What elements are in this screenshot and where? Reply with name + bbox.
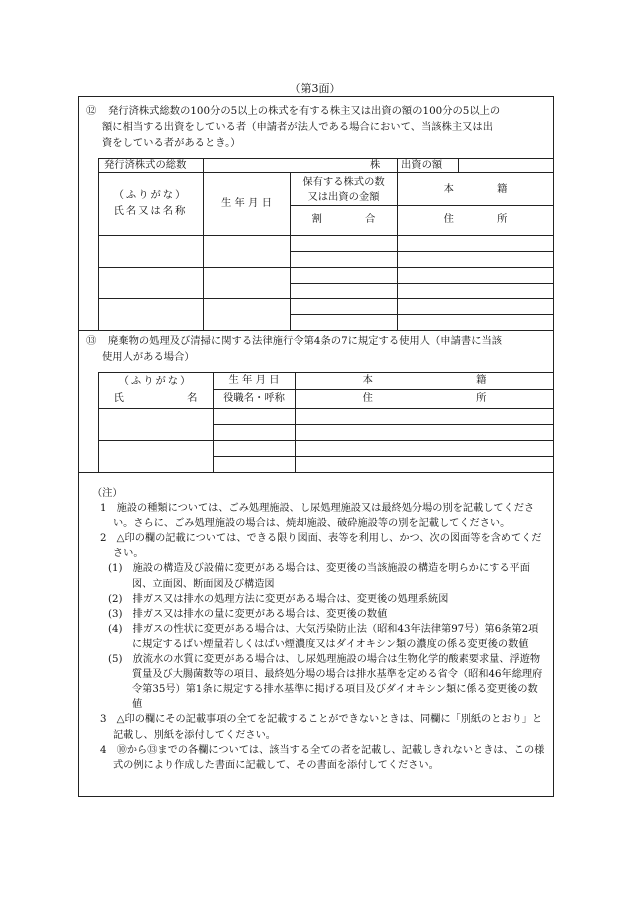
held-shares-line1: 保有する株式の数 [302, 176, 385, 188]
furigana-label: （ふりがな） [113, 189, 188, 201]
section-13-text-line1: 廃棄物の処理及び清掃に関する法律施行令第4条の7に規定する使用人（申請書に当該 [108, 335, 503, 347]
capital-amount-label: 出資の額 [401, 159, 443, 171]
notes-heading: （注） [92, 488, 123, 499]
section-12-text-line1: 発行済株式総数の100分の5以上の株式を有する株主又は出資の額の100分の5以上の [108, 105, 501, 117]
shares-unit: 株 [370, 159, 381, 171]
note-2-2: (2) 排ガス又は排水の処理方法に変更がある場合は、変更後の処理系統図 [108, 593, 449, 605]
note-2: 2 △印の欄の記載については、できる限り図面、表等を利用し、かつ、次の図面等を含めてください。 [100, 533, 542, 560]
note-1: 1 施設の種類については、ごみ処理施設、し尿処理施設又は最終処分場の別を記載してください。さらに、ごみ処理施設の場合は、焼却施設、破砕施設等の別を記載してください。 [100, 503, 535, 530]
employee-birthdate-label: 生 年 月 日 [228, 374, 280, 386]
held-shares-line2: 又は出資の金額 [307, 191, 380, 203]
section-12-text-line2: 額に相当する出資をしている者（申請者が法人である場合において、当該株主又は出 [102, 121, 494, 133]
section-divider [78, 330, 554, 331]
address-label: 住 所 [443, 213, 508, 225]
notes-divider [78, 472, 554, 473]
notes-section [92, 486, 547, 773]
employee-domicile-label: 本 籍 [362, 374, 487, 386]
note-2-1: (1) 施設の構造及び設備に変更がある場合は、変更後の当該施設の構造を明らかにする平面図、立面図、断面図及び構造図 [108, 563, 530, 590]
section-12-marker: ⑫ [86, 105, 97, 117]
employee-name-label: 氏 名 [113, 392, 198, 404]
page-number: （第3面） [289, 82, 341, 95]
note-2-5: (5) 放流水の水質に変更がある場合は、し尿処理施設の場合は生物化学的酸素要求量、浮遊物質量及び大腸菌数等の項目、最終処分場の場合は排水基準を定める省令（昭和46年総理府令第35号）第1条に規定する排水基準に掲げる項目及びダイオキシン類に係る変更後の数値 [108, 654, 543, 711]
total-shares-label: 発行済株式の総数 [104, 159, 187, 171]
note-3: 3 △印の欄にその記載事項の全てを記載することができないときは、同欄に「別紙のとおり」と記載し、別紙を添付してください。 [100, 714, 543, 741]
section-12-text-line3: 資をしている者があるとき。） [102, 137, 241, 149]
section-13-marker: ⑬ [86, 335, 97, 347]
note-2-4: (4) 排ガスの性状に変更がある場合は、大気汚染防止法（昭和43年法律第97号）第6条第2項に規定するばい煙量若しくはばい煙濃度又はダイオキシン類の濃度の係る変更後の数値 [108, 623, 539, 650]
section-13-text-line2: 使用人がある場合） [102, 351, 195, 363]
employee-furigana-label: （ふりがな） [118, 375, 193, 387]
ratio-label: 割 合 [311, 213, 376, 225]
note-2-3: (3) 排ガス又は排水の量に変更がある場合は、変更後の数値 [108, 608, 388, 620]
domicile-label: 本 籍 [443, 183, 508, 195]
employee-title-label: 役職名・呼称 [223, 392, 285, 404]
note-4: 4 ⑩から⑬までの各欄については、該当する全ての者を記載し、記載しきれないときは、この様式の例により作成した書面に記載して、その書面を添付してください。 [100, 744, 545, 771]
name-or-title-label: 氏名又は名称 [113, 205, 188, 217]
employee-address-label: 住 所 [362, 392, 487, 404]
birthdate-label: 生 年 月 日 [220, 197, 272, 209]
